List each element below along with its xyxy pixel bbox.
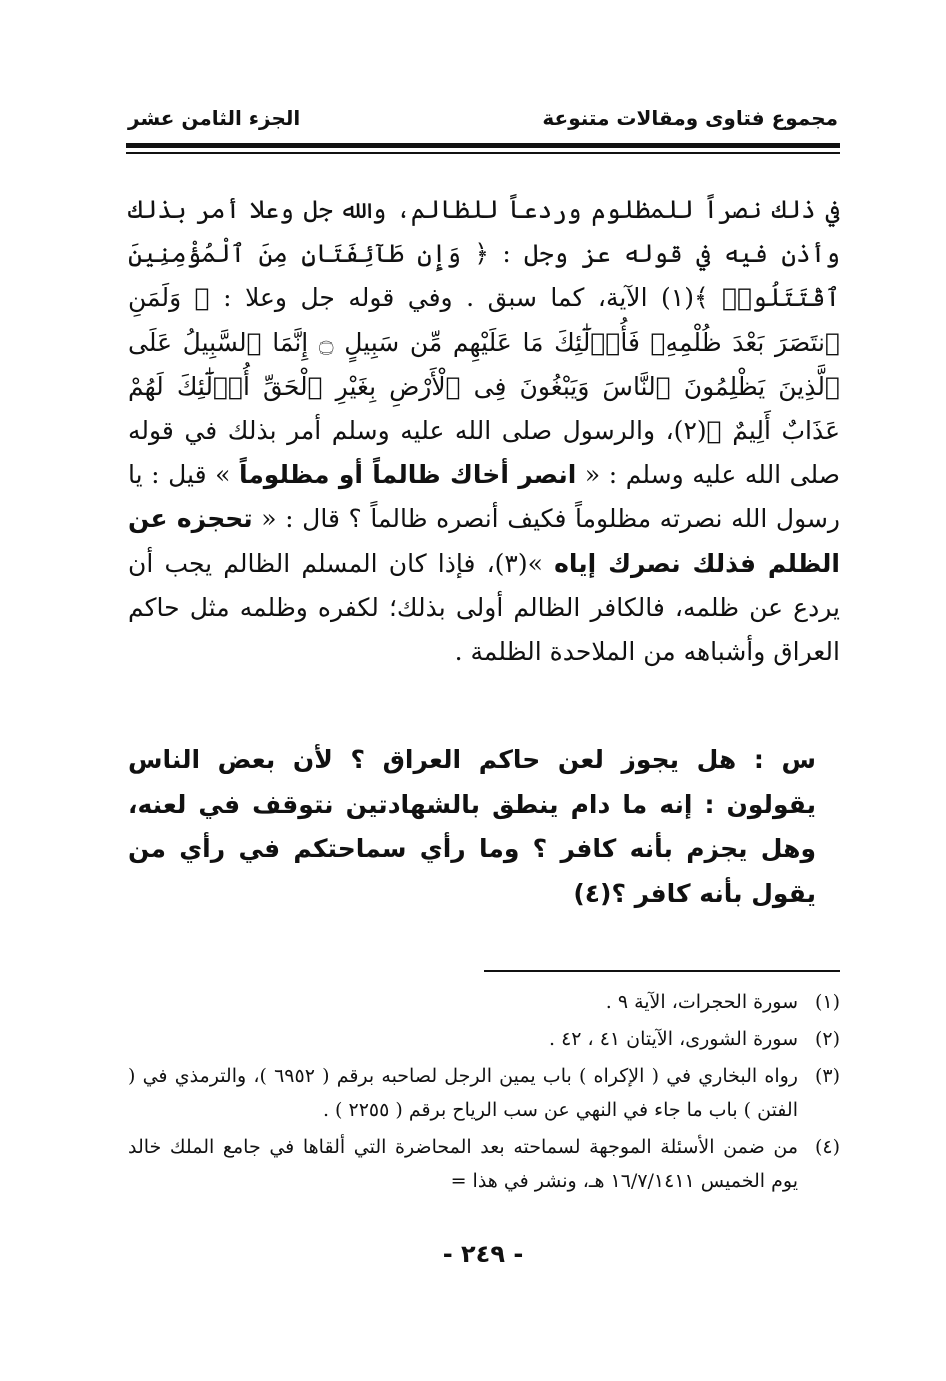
book-title: مجموع فتاوى ومقالات متنوعة (542, 106, 838, 130)
hadith-quote-1: انصر أخاك ظالماً أو مظلوماً (238, 460, 577, 490)
question-text: هل يجوز لعن حاكم العراق ؟ لأن بعض الناس يقولون : إنه ما دام ينطق بالشهادتين نتوقف في لعنه، وهل يجزم بأنه كافر ؟ وما رأي سماحتكم في رأي من يقول بأنه كافر ؟(٤) (128, 745, 816, 908)
footnote (128, 1059, 840, 1127)
paragraph-text-2: » قيل : يا رسول الله نصرته مظلوماً فكيف أنصره ظالماً ؟ قال : « (128, 460, 841, 534)
running-header (128, 100, 838, 140)
footnote-number: (٢) (814, 1028, 840, 1050)
header-rule-thin (126, 152, 840, 154)
footnotes (128, 985, 840, 1201)
volume-label: الجزء الثامن عشر (128, 106, 301, 130)
footnote-number: (٤) (814, 1136, 840, 1158)
paragraph-text-1: في ذلك نصراً للمظلوم وردعاً للظالم، والله جل وعلا أمر بذلك وأذن فيه في قوله عز وجل : ﴿ وَإِن طَآئِفَتَانِ مِنَ ٱلْمُؤْمِنِينَ ٱقْتَتَلُوا۟ ﴾(١) الآية، كما سبق . وفي قوله جل وعلا : ﴿ وَلَمَنِ ٱنتَصَرَ بَعْدَ ظُلْمِهِۦ فَأُو۟لَٰٓئِكَ مَا عَلَيْهِم مِّن سَبِيلٍ ۝ إِنَّمَا ٱلسَّبِيلُ عَلَى ٱلَّذِينَ يَظْلِمُونَ ٱلنَّاسَ وَيَبْغُونَ فِى ٱلْأَرْضِ بِغَيْرِ ٱلْحَقِّ أُو۟لَٰٓئِكَ لَهُمْ عَذَابٌ أَلِيمٌ ﴾(٢)، والرسول صلى الله عليه وسلم أمر بذلك في قوله صلى الله عليه وسلم : « (128, 195, 841, 490)
footnote-text: من ضمن الأسئلة الموجهة لسماحته بعد المحاضرة التي ألقاها في جامع الملك خالد يوم الخميس ١٦/٧/١٤١١ هـ، ونشر في هذا = (128, 1136, 798, 1192)
question-block (128, 738, 816, 916)
footnote-text: رواه البخاري في ( الإكراه ) باب يمين الرجل لصاحبه برقم ( ٦٩٥٢ )، والترمذي في ( الفتن ) باب ما جاء في النهي عن سب الرياح برقم ( ٢٢٥٥ ) . (128, 1065, 798, 1121)
question-label: س : (753, 745, 816, 774)
footnote-number: (٣) (814, 1065, 840, 1087)
footnote-text: سورة الشورى، الآيتان ٤١ ، ٤٢ . (548, 1028, 798, 1050)
footnote-number: (١) (814, 991, 840, 1013)
paragraph-text-3: »(٣)، فإذا كان المسلم الظالم يجب أن يردع عن ظلمه، فالكافر الظالم أولى بذلك؛ لكفره وظلمه مثل حاكم العراق وأشباهه من الملاحدة الظلمة . (128, 548, 840, 667)
footnote-separator (484, 970, 840, 972)
header-rule-thick (126, 143, 840, 148)
footnote (128, 985, 840, 1019)
main-paragraph (128, 188, 840, 674)
footnote (128, 1022, 840, 1056)
footnote-text: سورة الحجرات، الآية ٩ . (605, 991, 798, 1013)
footnote (128, 1130, 840, 1198)
hadith-quote-2: تحجزه عن الظلم فذلك نصرك إياه (128, 504, 841, 578)
page-number: - ٢٤٩ - (442, 1240, 524, 1268)
